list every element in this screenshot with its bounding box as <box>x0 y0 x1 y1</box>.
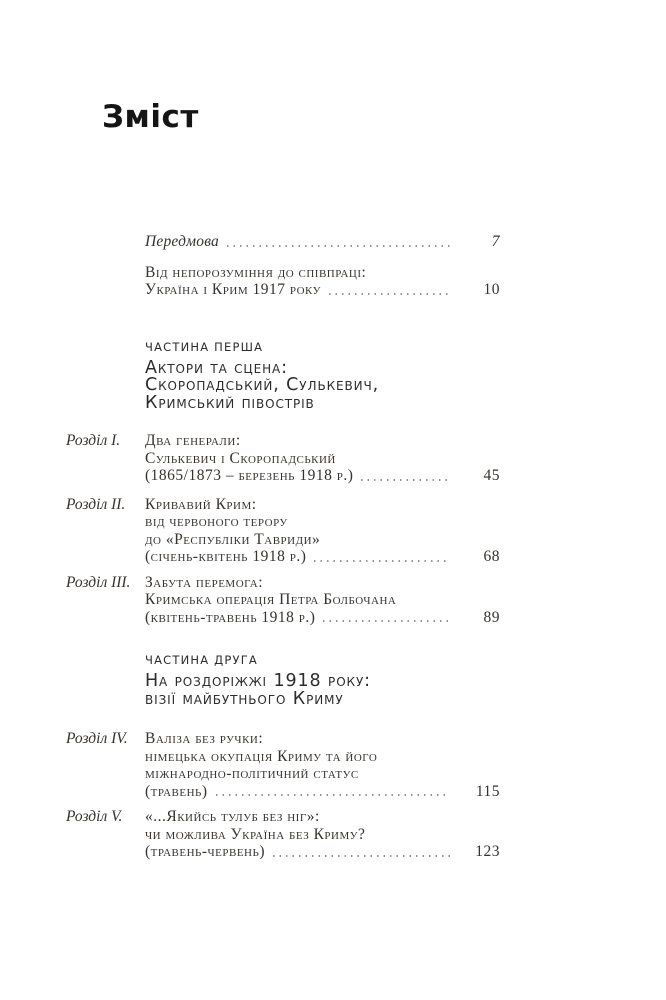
entry-title-line <box>145 281 500 299</box>
page-number: 7 <box>491 233 500 250</box>
entry-content <box>145 264 500 299</box>
toc-entry-chapter-1 <box>66 432 500 485</box>
leader-dots <box>216 794 450 796</box>
entry-label: Розділ V. <box>66 808 123 825</box>
leader-dots <box>329 293 450 295</box>
page-title: Зміст <box>102 98 199 135</box>
part-title-line: Актори та сцена: <box>145 357 288 378</box>
page-number: 45 <box>483 467 500 484</box>
part-heading-1 <box>145 340 500 413</box>
entry-title-line: чи можлива Україна без Криму? <box>145 825 366 843</box>
toc-entry-chapter-4 <box>66 730 500 800</box>
toc-entry-chapter-3 <box>66 574 500 627</box>
entry-title-line: Валіза без ручки: <box>145 730 264 747</box>
part-title-line: візії майбутнього Криму <box>145 688 344 709</box>
entry-content <box>145 808 500 861</box>
entry-title-line <box>145 233 500 251</box>
entry-title-line: Від непорозуміння до співпраці: <box>145 263 367 281</box>
entry-content <box>145 730 500 800</box>
part-title-line: На роздоріжжі 1918 року: <box>145 671 371 691</box>
entry-label: Розділ I. <box>66 432 121 449</box>
part-kicker: ЧАСТИНА ДРУГА <box>145 653 258 667</box>
page-number: 89 <box>483 608 500 626</box>
toc-entry-preface <box>66 233 500 251</box>
entry-title: (квітень-травень 1918 р.) <box>145 608 316 626</box>
part-kicker: ЧАСТИНА ПЕРША <box>145 339 264 354</box>
page-number: 68 <box>483 548 500 565</box>
leader-dots <box>273 855 450 857</box>
entry-label: Розділ II. <box>66 495 126 513</box>
leader-dots <box>227 245 450 247</box>
toc-entry-chapter-5 <box>66 808 500 861</box>
entry-content <box>145 432 500 485</box>
entry-title-line: «...Якийсь тулуб без ніг»: <box>145 808 320 825</box>
entry-label: Розділ III. <box>66 573 131 591</box>
toc-entry-intro <box>66 264 500 299</box>
entry-title-line <box>145 609 500 627</box>
part-heading-2 <box>145 653 500 708</box>
part-title-line: Кримський півострів <box>145 392 315 413</box>
entry-title: (травень) <box>145 782 208 800</box>
toc-entry-chapter-2 <box>66 496 500 566</box>
entry-title-line: від червоного терору <box>145 513 288 530</box>
entry-content <box>145 233 500 251</box>
entry-title-line: Кривавий Крим: <box>145 495 257 513</box>
entry-content <box>145 496 500 566</box>
entry-content <box>145 574 500 627</box>
leader-dots <box>361 479 450 481</box>
page-number: 10 <box>483 281 500 298</box>
entry-title-line: Кримська операція Петра Болбочана <box>145 591 397 608</box>
entry-title-line: міжнародно-політичний статус <box>145 765 359 782</box>
entry-title-line <box>145 548 500 566</box>
entry-title: (1865/1873 – березень 1918 р.) <box>145 467 354 484</box>
entry-title: Україна і Крим 1917 року <box>145 281 321 298</box>
entry-title: (січень-квітень 1918 р.) <box>145 548 307 565</box>
leader-dots <box>323 620 450 622</box>
part-title-line: Скоропадський, Сулькевич, <box>145 375 380 395</box>
entry-title: Передмова <box>145 233 219 250</box>
entry-title-line: німецька окупація Криму та його <box>145 747 378 765</box>
entry-title-line: Сулькевич і Скоропадський <box>145 449 336 467</box>
entry-title-line: Забута перемога: <box>145 573 264 591</box>
entry-title-line: Два генерали: <box>145 432 241 449</box>
leader-dots <box>314 560 450 562</box>
entry-title-line: до «Республіки Тавриди» <box>145 530 321 548</box>
entry-title-line <box>145 843 500 861</box>
entry-title-line <box>145 783 500 801</box>
entry-title: (травень-червень) <box>145 843 265 860</box>
entry-title-line <box>145 467 500 485</box>
page-number: 115 <box>475 782 500 800</box>
table-of-contents <box>66 233 500 861</box>
page-number: 123 <box>475 843 500 860</box>
entry-label: Розділ IV. <box>66 730 128 747</box>
